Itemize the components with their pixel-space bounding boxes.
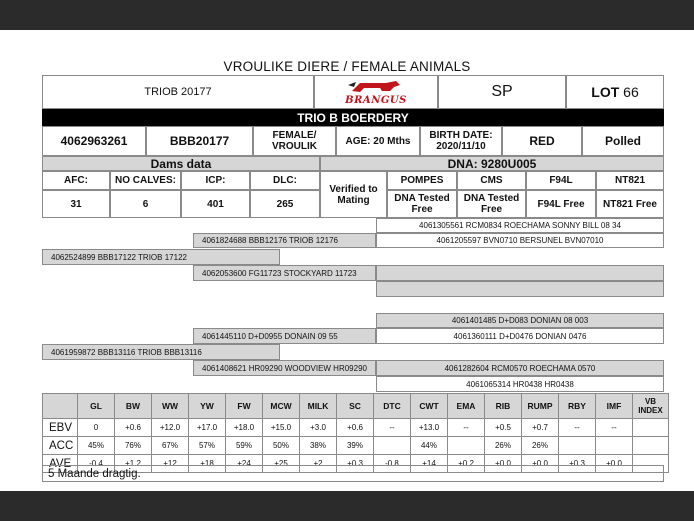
cms-value: DNA Tested Free [457,190,526,218]
ave-cell: +0.3 [337,455,374,473]
nt821-value: NT821 Free [596,190,664,218]
acc-cell: 39% [337,437,374,455]
pedigree-dam: 4061959872 BBB13116 TRIOB BBB13116 [42,344,280,360]
acc-cell [596,437,633,455]
ave-cell: +0.0 [596,455,633,473]
ebv-column-header: VB INDEX [633,394,669,419]
brangus-logo [314,75,438,109]
ebv-cell: +0.6 [337,419,374,437]
nt821-label: NT821 [596,171,664,190]
lot-label: LOT [591,84,620,100]
ebv-column-header: BW [115,394,152,419]
acc-cell: 67% [152,437,189,455]
ebv-cell: +17.0 [189,419,226,437]
acc-cell: 38% [300,437,337,455]
ebv-column-header: IMF [596,394,633,419]
ebv-cell: +0.5 [485,419,522,437]
animal-horn: Polled [582,126,664,156]
ave-cell: +0.0 [485,455,522,473]
animal-id: 4062963261 [42,126,146,156]
acc-cell: 57% [189,437,226,455]
birth-date: 2020/11/10 [436,141,486,152]
bottom-bar [0,491,694,521]
ave-cell: +12 [152,455,189,473]
ebv-column-header: MCW [263,394,300,419]
pedigree-sire-sire-sire: 4061305561 RCM0834 ROECHAMA SONNY BILL 08 34 [376,218,664,233]
no-calves-value: 6 [110,190,181,218]
ebv-column-header: DTC [374,394,411,419]
pedigree-empty-cell [376,281,664,297]
acc-cell: 26% [485,437,522,455]
ebv-column-header: GL [78,394,115,419]
pedigree-dam-sire: 4061445110 D+D0955 DONAIN 09 55 [193,328,376,344]
ebv-cell: +15.0 [263,419,300,437]
ebv-row-label: EBV [43,419,78,437]
ave-cell: +24 [226,455,263,473]
ebv-cell: -- [448,419,485,437]
ebv-column-header: RIB [485,394,522,419]
no-calves-label: NO CALVES: [110,171,181,190]
animal-sex: FEMALE/ VROULIK [253,126,336,156]
ave-cell: +1.2 [115,455,152,473]
pedigree-sire-dam: 4062053600 FG11723 STOCKYARD 11723 [193,265,376,281]
birth-date-label: BIRTH DATE: [429,130,493,141]
dlc-value: 265 [250,190,320,218]
notes-field: 5 Maande dragtig. [42,465,664,482]
ebv-column-header: EMA [448,394,485,419]
lot-box [566,75,664,109]
ebv-cell: -- [559,419,596,437]
pedigree-dam-dam-dam: 4061065314 HR0438 HR0438 [376,376,664,392]
ave-cell: +0.2 [448,455,485,473]
acc-cell [633,437,669,455]
acc-cell: 50% [263,437,300,455]
ebv-column-header: RUMP [522,394,559,419]
ebv-row [43,419,669,437]
acc-cell [374,437,411,455]
ebv-cell: -- [374,419,411,437]
verified-mating: Verified to Mating [320,171,387,218]
ebv-cell: +13.0 [411,419,448,437]
ave-cell: +0.3 [559,455,596,473]
acc-row [43,437,669,455]
acc-cell: 59% [226,437,263,455]
ebv-cell: 0 [78,419,115,437]
afc-value: 31 [42,190,110,218]
ebv-table [42,393,669,473]
ebv-row-label: AVE [43,455,78,473]
pedigree-sire-sire: 4061824688 BBB12176 TRIOB 12176 [193,233,376,248]
breeder-name: TRIO B BOERDERY [42,109,664,126]
cms-label: CMS [457,171,526,190]
pedigree-dam-sire-sire: 4061401485 D+D083 DONIAN 08 003 [376,313,664,328]
dlc-label: DLC: [250,171,320,190]
pedigree-sire-sire-dam: 4061205597 BVN0710 BERSUNEL BVN07010 [376,233,664,248]
ebv-column-header: YW [189,394,226,419]
ebv-column-header: FW [226,394,263,419]
ebv-header-row [43,394,669,419]
pedigree-sire: 4062524899 BBB17122 TRIOB 17122 [42,249,280,265]
ebv-cell: +0.6 [115,419,152,437]
afc-label: AFC: [42,171,110,190]
ebv-cell: +3.0 [300,419,337,437]
animal-color: RED [502,126,582,156]
ebv-column-header: RBY [559,394,596,419]
ave-cell: +25 [263,455,300,473]
ebv-corner-cell [43,394,78,419]
icp-label: ICP: [181,171,250,190]
ebv-cell: -- [596,419,633,437]
pompes-label: POMPES [387,171,457,190]
ebv-cell: +18.0 [226,419,263,437]
page-title: VROULIKE DIERE / FEMALE ANIMALS [223,59,471,74]
logo-text: BRANGUS [345,94,407,106]
f94l-value: F94L Free [526,190,596,218]
acc-cell: 44% [411,437,448,455]
pompes-value: DNA Tested Free [387,190,457,218]
pedigree-dam-dam-sire: 4061282604 RCM0570 ROECHAMA 0570 [376,360,664,376]
animal-tag: TRIOB 20177 [42,75,314,109]
ave-cell: +14 [411,455,448,473]
acc-cell: 26% [522,437,559,455]
acc-cell: 76% [115,437,152,455]
pedigree-dam-sire-dam: 4061360111 D+D0476 DONIAN 0476 [376,328,664,344]
ave-cell: +18 [189,455,226,473]
acc-cell [559,437,596,455]
ave-cell: -0.4 [78,455,115,473]
ebv-column-header: SC [337,394,374,419]
ave-cell: +0.0 [522,455,559,473]
animal-code: BBB20177 [146,126,253,156]
dna-header: DNA: 9280U005 [320,156,664,171]
ebv-row-label: ACC [43,437,78,455]
acc-cell [448,437,485,455]
ebv-column-header: CWT [411,394,448,419]
f94l-label: F94L [526,171,596,190]
icp-value: 401 [181,190,250,218]
birth-date-box [420,126,502,156]
pedigree-dam-dam: 4061408621 HR09290 WOODVIEW HR09290 [193,360,376,376]
ebv-column-header: MILK [300,394,337,419]
ebv-cell: +12.0 [152,419,189,437]
pedigree-empty-cell [376,265,664,281]
grade-code: SP [438,75,566,109]
top-bar [0,0,694,30]
acc-cell: 45% [78,437,115,455]
ebv-cell: +0.7 [522,419,559,437]
bull-logo-icon [346,79,406,95]
lot-number: 66 [623,84,639,100]
ave-cell: -0.8 [374,455,411,473]
ebv-column-header: WW [152,394,189,419]
animal-age: AGE: 20 Mths [336,126,420,156]
ave-cell: +2 [300,455,337,473]
ebv-cell [633,419,669,437]
dams-header: Dams data [42,156,320,171]
